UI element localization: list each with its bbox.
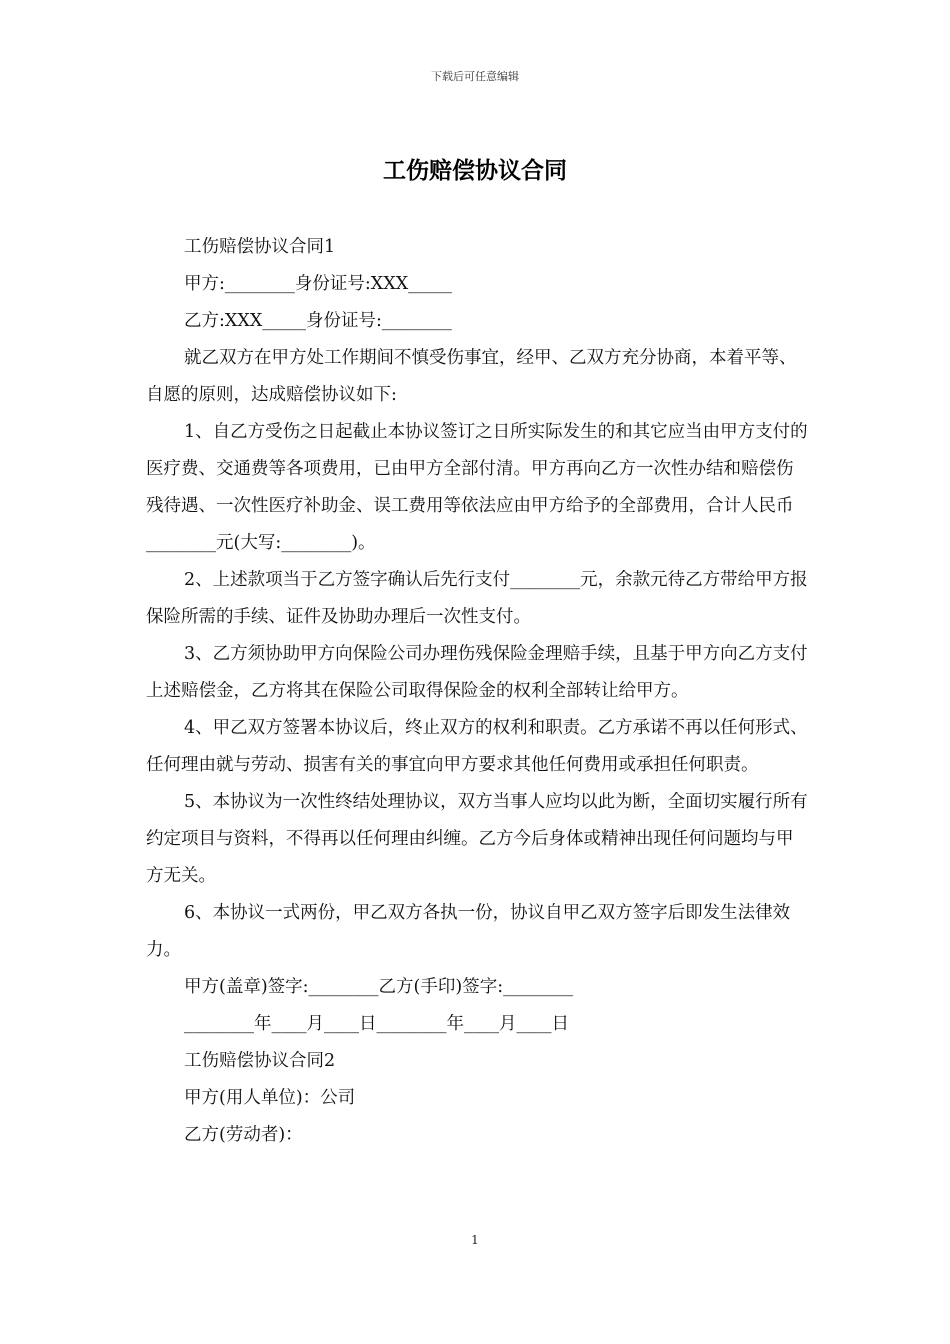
clause-6: 6、本协议一式两份，甲乙双方各执一份，协议自甲乙双方签字后即发生法律效力。 — [146, 903, 791, 960]
employee-line: 乙方(劳动者)： — [184, 1125, 303, 1145]
contract-subtitle-2: 工伤赔偿协议合同2 — [184, 1051, 336, 1071]
intro-paragraph: 就乙双方在甲方处工作期间不慎受伤事宜，经甲、乙双方充分协商，本着平等、自愿的原则，达成赔偿协议如下: — [146, 348, 797, 405]
contract-subtitle-1: 工伤赔偿协议合同1 — [184, 237, 336, 257]
signature-line: 甲方(盖章)签字:________乙方(手印)签字:________ — [184, 977, 574, 997]
header-note: 下载后可任意编辑 — [431, 70, 519, 83]
party-a-line: 甲方:________身份证号:XXX_____ — [184, 274, 452, 294]
party-b-line: 乙方:XXX_____身份证号:________ — [184, 311, 452, 331]
clause-4: 4、甲乙双方签署本协议后，终止双方的权利和职责。乙方承诺不再以任何形式、任何理由就与劳动、损害有关的事宜向甲方要求其他任何费用或承担任何职责。 — [146, 718, 808, 775]
clause-1: 1、自乙方受伤之日起截止本协议签订之日所实际发生的和其它应当由甲方支付的医疗费、交通费等各项费用，已由甲方全部付清。甲方再向乙方一次性办结和赔偿伤残待遇、一次性医疗补助金、误工费用等依法应由甲方给予的全部费用，合计人民币________元(大写:________)。 — [146, 422, 808, 553]
clause-3: 3、乙方须协助甲方向保险公司办理伤残保险金理赔手续，且基于甲方向乙方支付上述赔偿金，乙方将其在保险公司取得保险金的权利全部转让给甲方。 — [146, 644, 808, 701]
clause-5: 5、本协议为一次性终结处理协议，双方当事人应均以此为断，全面切实履行所有约定项目与资料，不得再以任何理由纠缠。乙方今后身体或精神出现任何问题均与甲方无关。 — [146, 792, 808, 886]
document-title: 工伤赔偿协议合同 — [383, 157, 567, 184]
page-number: 1 — [471, 1233, 479, 1247]
employer-line: 甲方(用人单位)：公司 — [184, 1088, 356, 1108]
date-line: ________年____月____日________年____月____日 — [184, 1014, 569, 1034]
document-body — [146, 229, 809, 1154]
clause-2: 2、上述款项当于乙方签字确认后先行支付________元，余款元待乙方带给甲方报保险所需的手续、证件及协助办理后一次性支付。 — [146, 570, 808, 627]
